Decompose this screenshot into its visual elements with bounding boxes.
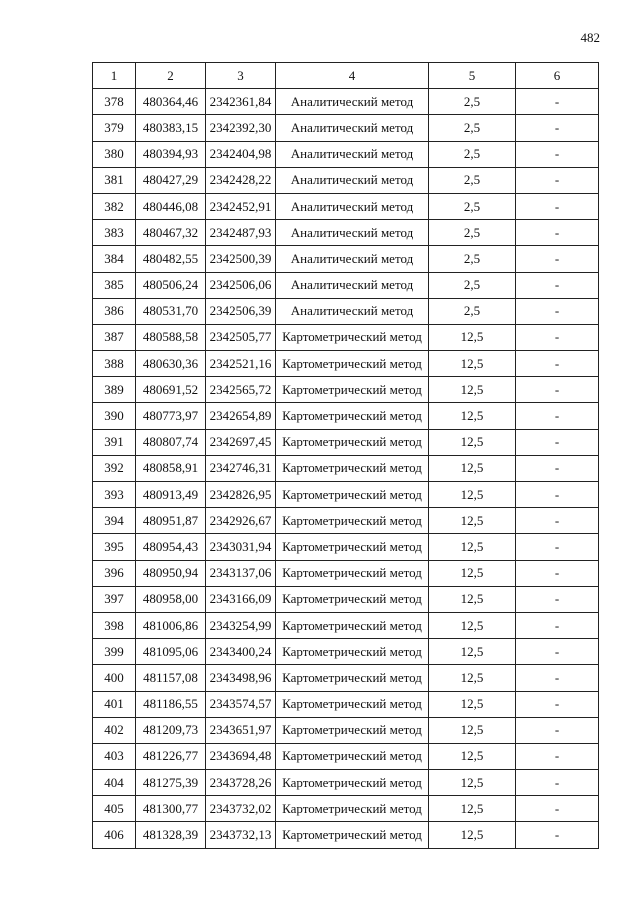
cell-y: 2342697,45 <box>206 429 276 455</box>
table-row <box>93 691 599 717</box>
cell-note: - <box>516 324 599 350</box>
table-row <box>93 508 599 534</box>
table-row <box>93 796 599 822</box>
cell-x: 480467,32 <box>136 220 206 246</box>
cell-method: Картометрический метод <box>276 770 429 796</box>
cell-accuracy: 2,5 <box>429 220 516 246</box>
cell-y: 2343254,99 <box>206 612 276 638</box>
cell-accuracy: 12,5 <box>429 822 516 848</box>
cell-note: - <box>516 822 599 848</box>
table-row <box>93 167 599 193</box>
cell-x: 481006,86 <box>136 612 206 638</box>
cell-x: 480691,52 <box>136 377 206 403</box>
cell-x: 480394,93 <box>136 141 206 167</box>
cell-method: Картометрический метод <box>276 586 429 612</box>
cell-accuracy: 12,5 <box>429 455 516 481</box>
table-row <box>93 534 599 560</box>
table-row <box>93 141 599 167</box>
cell-note: - <box>516 743 599 769</box>
header-cell: 5 <box>429 63 516 89</box>
table-row <box>93 560 599 586</box>
cell-accuracy: 12,5 <box>429 560 516 586</box>
cell-x: 480588,58 <box>136 324 206 350</box>
table-row <box>93 193 599 219</box>
cell-note: - <box>516 429 599 455</box>
cell-y: 2342500,39 <box>206 246 276 272</box>
cell-number: 395 <box>93 534 136 560</box>
header-cell: 1 <box>93 63 136 89</box>
cell-number: 379 <box>93 115 136 141</box>
cell-method: Картометрический метод <box>276 691 429 717</box>
cell-accuracy: 2,5 <box>429 89 516 115</box>
cell-y: 2343031,94 <box>206 534 276 560</box>
cell-x: 481226,77 <box>136 743 206 769</box>
cell-number: 389 <box>93 377 136 403</box>
cell-x: 480858,91 <box>136 455 206 481</box>
cell-y: 2343498,96 <box>206 665 276 691</box>
page-number: 482 <box>580 30 600 45</box>
cell-note: - <box>516 193 599 219</box>
cell-number: 399 <box>93 639 136 665</box>
cell-accuracy: 12,5 <box>429 534 516 560</box>
cell-number: 400 <box>93 665 136 691</box>
table-row <box>93 770 599 796</box>
cell-x: 480773,97 <box>136 403 206 429</box>
cell-y: 2342505,77 <box>206 324 276 350</box>
cell-note: - <box>516 141 599 167</box>
cell-y: 2343728,26 <box>206 770 276 796</box>
cell-accuracy: 12,5 <box>429 743 516 769</box>
cell-x: 480951,87 <box>136 508 206 534</box>
cell-method: Аналитический метод <box>276 89 429 115</box>
cell-number: 380 <box>93 141 136 167</box>
cell-number: 390 <box>93 403 136 429</box>
cell-method: Картометрический метод <box>276 534 429 560</box>
header-cell: 3 <box>206 63 276 89</box>
cell-number: 384 <box>93 246 136 272</box>
cell-x: 481328,39 <box>136 822 206 848</box>
cell-method: Аналитический метод <box>276 246 429 272</box>
table-row <box>93 351 599 377</box>
cell-note: - <box>516 403 599 429</box>
cell-number: 386 <box>93 298 136 324</box>
cell-note: - <box>516 534 599 560</box>
cell-method: Аналитический метод <box>276 272 429 298</box>
cell-y: 2342654,89 <box>206 403 276 429</box>
cell-number: 394 <box>93 508 136 534</box>
cell-number: 403 <box>93 743 136 769</box>
cell-number: 393 <box>93 482 136 508</box>
cell-y: 2343137,06 <box>206 560 276 586</box>
cell-y: 2342428,22 <box>206 167 276 193</box>
cell-note: - <box>516 665 599 691</box>
cell-method: Аналитический метод <box>276 141 429 167</box>
cell-method: Картометрический метод <box>276 429 429 455</box>
cell-y: 2342506,39 <box>206 298 276 324</box>
cell-y: 2342521,16 <box>206 351 276 377</box>
cell-y: 2342392,30 <box>206 115 276 141</box>
cell-number: 388 <box>93 351 136 377</box>
cell-note: - <box>516 377 599 403</box>
cell-accuracy: 2,5 <box>429 141 516 167</box>
cell-number: 396 <box>93 560 136 586</box>
cell-method: Картометрический метод <box>276 508 429 534</box>
cell-accuracy: 12,5 <box>429 351 516 377</box>
cell-number: 378 <box>93 89 136 115</box>
cell-number: 382 <box>93 193 136 219</box>
cell-x: 480954,43 <box>136 534 206 560</box>
cell-note: - <box>516 89 599 115</box>
cell-note: - <box>516 115 599 141</box>
table-row <box>93 482 599 508</box>
cell-method: Картометрический метод <box>276 717 429 743</box>
cell-y: 2343694,48 <box>206 743 276 769</box>
cell-note: - <box>516 717 599 743</box>
cell-note: - <box>516 482 599 508</box>
cell-note: - <box>516 560 599 586</box>
cell-y: 2342487,93 <box>206 220 276 246</box>
cell-method: Картометрический метод <box>276 612 429 638</box>
cell-x: 480383,15 <box>136 115 206 141</box>
cell-x: 480950,94 <box>136 560 206 586</box>
cell-y: 2343574,57 <box>206 691 276 717</box>
cell-x: 481275,39 <box>136 770 206 796</box>
table-row <box>93 377 599 403</box>
cell-note: - <box>516 220 599 246</box>
table-row <box>93 612 599 638</box>
cell-accuracy: 12,5 <box>429 639 516 665</box>
cell-accuracy: 12,5 <box>429 508 516 534</box>
cell-accuracy: 12,5 <box>429 612 516 638</box>
table-row <box>93 403 599 429</box>
coordinates-table <box>92 62 599 849</box>
cell-method: Картометрический метод <box>276 665 429 691</box>
cell-x: 480482,55 <box>136 246 206 272</box>
cell-method: Картометрический метод <box>276 743 429 769</box>
cell-y: 2342404,98 <box>206 141 276 167</box>
cell-number: 402 <box>93 717 136 743</box>
table-row <box>93 89 599 115</box>
cell-note: - <box>516 455 599 481</box>
header-cell: 2 <box>136 63 206 89</box>
table-row <box>93 115 599 141</box>
cell-accuracy: 12,5 <box>429 377 516 403</box>
cell-y: 2343400,24 <box>206 639 276 665</box>
cell-x: 480913,49 <box>136 482 206 508</box>
cell-y: 2343166,09 <box>206 586 276 612</box>
table-row <box>93 717 599 743</box>
cell-accuracy: 2,5 <box>429 298 516 324</box>
cell-accuracy: 12,5 <box>429 324 516 350</box>
cell-accuracy: 12,5 <box>429 403 516 429</box>
cell-accuracy: 12,5 <box>429 429 516 455</box>
cell-x: 480958,00 <box>136 586 206 612</box>
cell-number: 397 <box>93 586 136 612</box>
cell-method: Картометрический метод <box>276 796 429 822</box>
cell-number: 392 <box>93 455 136 481</box>
cell-note: - <box>516 508 599 534</box>
cell-accuracy: 12,5 <box>429 717 516 743</box>
cell-note: - <box>516 351 599 377</box>
cell-accuracy: 2,5 <box>429 115 516 141</box>
cell-number: 406 <box>93 822 136 848</box>
cell-number: 401 <box>93 691 136 717</box>
cell-x: 480531,70 <box>136 298 206 324</box>
cell-y: 2342452,91 <box>206 193 276 219</box>
table-row <box>93 298 599 324</box>
cell-method: Картометрический метод <box>276 482 429 508</box>
cell-method: Картометрический метод <box>276 351 429 377</box>
cell-x: 480427,29 <box>136 167 206 193</box>
table-body <box>93 89 599 848</box>
cell-y: 2343732,02 <box>206 796 276 822</box>
cell-y: 2342361,84 <box>206 89 276 115</box>
cell-x: 480446,08 <box>136 193 206 219</box>
cell-note: - <box>516 612 599 638</box>
cell-accuracy: 12,5 <box>429 665 516 691</box>
cell-y: 2342926,67 <box>206 508 276 534</box>
cell-method: Картометрический метод <box>276 560 429 586</box>
table-row <box>93 246 599 272</box>
cell-accuracy: 2,5 <box>429 246 516 272</box>
cell-accuracy: 12,5 <box>429 586 516 612</box>
cell-method: Картометрический метод <box>276 639 429 665</box>
cell-x: 480630,36 <box>136 351 206 377</box>
cell-x: 480807,74 <box>136 429 206 455</box>
cell-method: Картометрический метод <box>276 455 429 481</box>
cell-note: - <box>516 298 599 324</box>
cell-x: 480506,24 <box>136 272 206 298</box>
cell-number: 383 <box>93 220 136 246</box>
cell-x: 481095,06 <box>136 639 206 665</box>
cell-y: 2342565,72 <box>206 377 276 403</box>
cell-x: 480364,46 <box>136 89 206 115</box>
cell-accuracy: 2,5 <box>429 167 516 193</box>
cell-number: 391 <box>93 429 136 455</box>
cell-method: Аналитический метод <box>276 220 429 246</box>
header-cell: 6 <box>516 63 599 89</box>
cell-note: - <box>516 691 599 717</box>
cell-number: 385 <box>93 272 136 298</box>
header-row <box>93 63 599 89</box>
cell-y: 2342746,31 <box>206 455 276 481</box>
cell-accuracy: 12,5 <box>429 691 516 717</box>
header-cell: 4 <box>276 63 429 89</box>
cell-method: Аналитический метод <box>276 193 429 219</box>
cell-accuracy: 2,5 <box>429 193 516 219</box>
cell-note: - <box>516 586 599 612</box>
cell-method: Картометрический метод <box>276 403 429 429</box>
table-row <box>93 324 599 350</box>
table-row <box>93 272 599 298</box>
cell-note: - <box>516 167 599 193</box>
cell-accuracy: 12,5 <box>429 770 516 796</box>
cell-x: 481300,77 <box>136 796 206 822</box>
cell-method: Аналитический метод <box>276 115 429 141</box>
cell-number: 398 <box>93 612 136 638</box>
table-row <box>93 822 599 848</box>
cell-x: 481157,08 <box>136 665 206 691</box>
cell-method: Картометрический метод <box>276 324 429 350</box>
cell-y: 2342506,06 <box>206 272 276 298</box>
cell-number: 381 <box>93 167 136 193</box>
cell-y: 2343732,13 <box>206 822 276 848</box>
cell-method: Картометрический метод <box>276 822 429 848</box>
cell-number: 387 <box>93 324 136 350</box>
table-row <box>93 665 599 691</box>
cell-x: 481186,55 <box>136 691 206 717</box>
cell-note: - <box>516 246 599 272</box>
cell-accuracy: 2,5 <box>429 272 516 298</box>
cell-note: - <box>516 796 599 822</box>
cell-method: Аналитический метод <box>276 167 429 193</box>
table-row <box>93 586 599 612</box>
cell-y: 2343651,97 <box>206 717 276 743</box>
cell-accuracy: 12,5 <box>429 482 516 508</box>
cell-number: 404 <box>93 770 136 796</box>
table-row <box>93 455 599 481</box>
table-row <box>93 429 599 455</box>
cell-x: 481209,73 <box>136 717 206 743</box>
cell-number: 405 <box>93 796 136 822</box>
cell-note: - <box>516 272 599 298</box>
cell-method: Аналитический метод <box>276 298 429 324</box>
cell-y: 2342826,95 <box>206 482 276 508</box>
table-row <box>93 639 599 665</box>
cell-accuracy: 12,5 <box>429 796 516 822</box>
table-row <box>93 220 599 246</box>
cell-note: - <box>516 770 599 796</box>
cell-note: - <box>516 639 599 665</box>
table-row <box>93 743 599 769</box>
cell-method: Картометрический метод <box>276 377 429 403</box>
